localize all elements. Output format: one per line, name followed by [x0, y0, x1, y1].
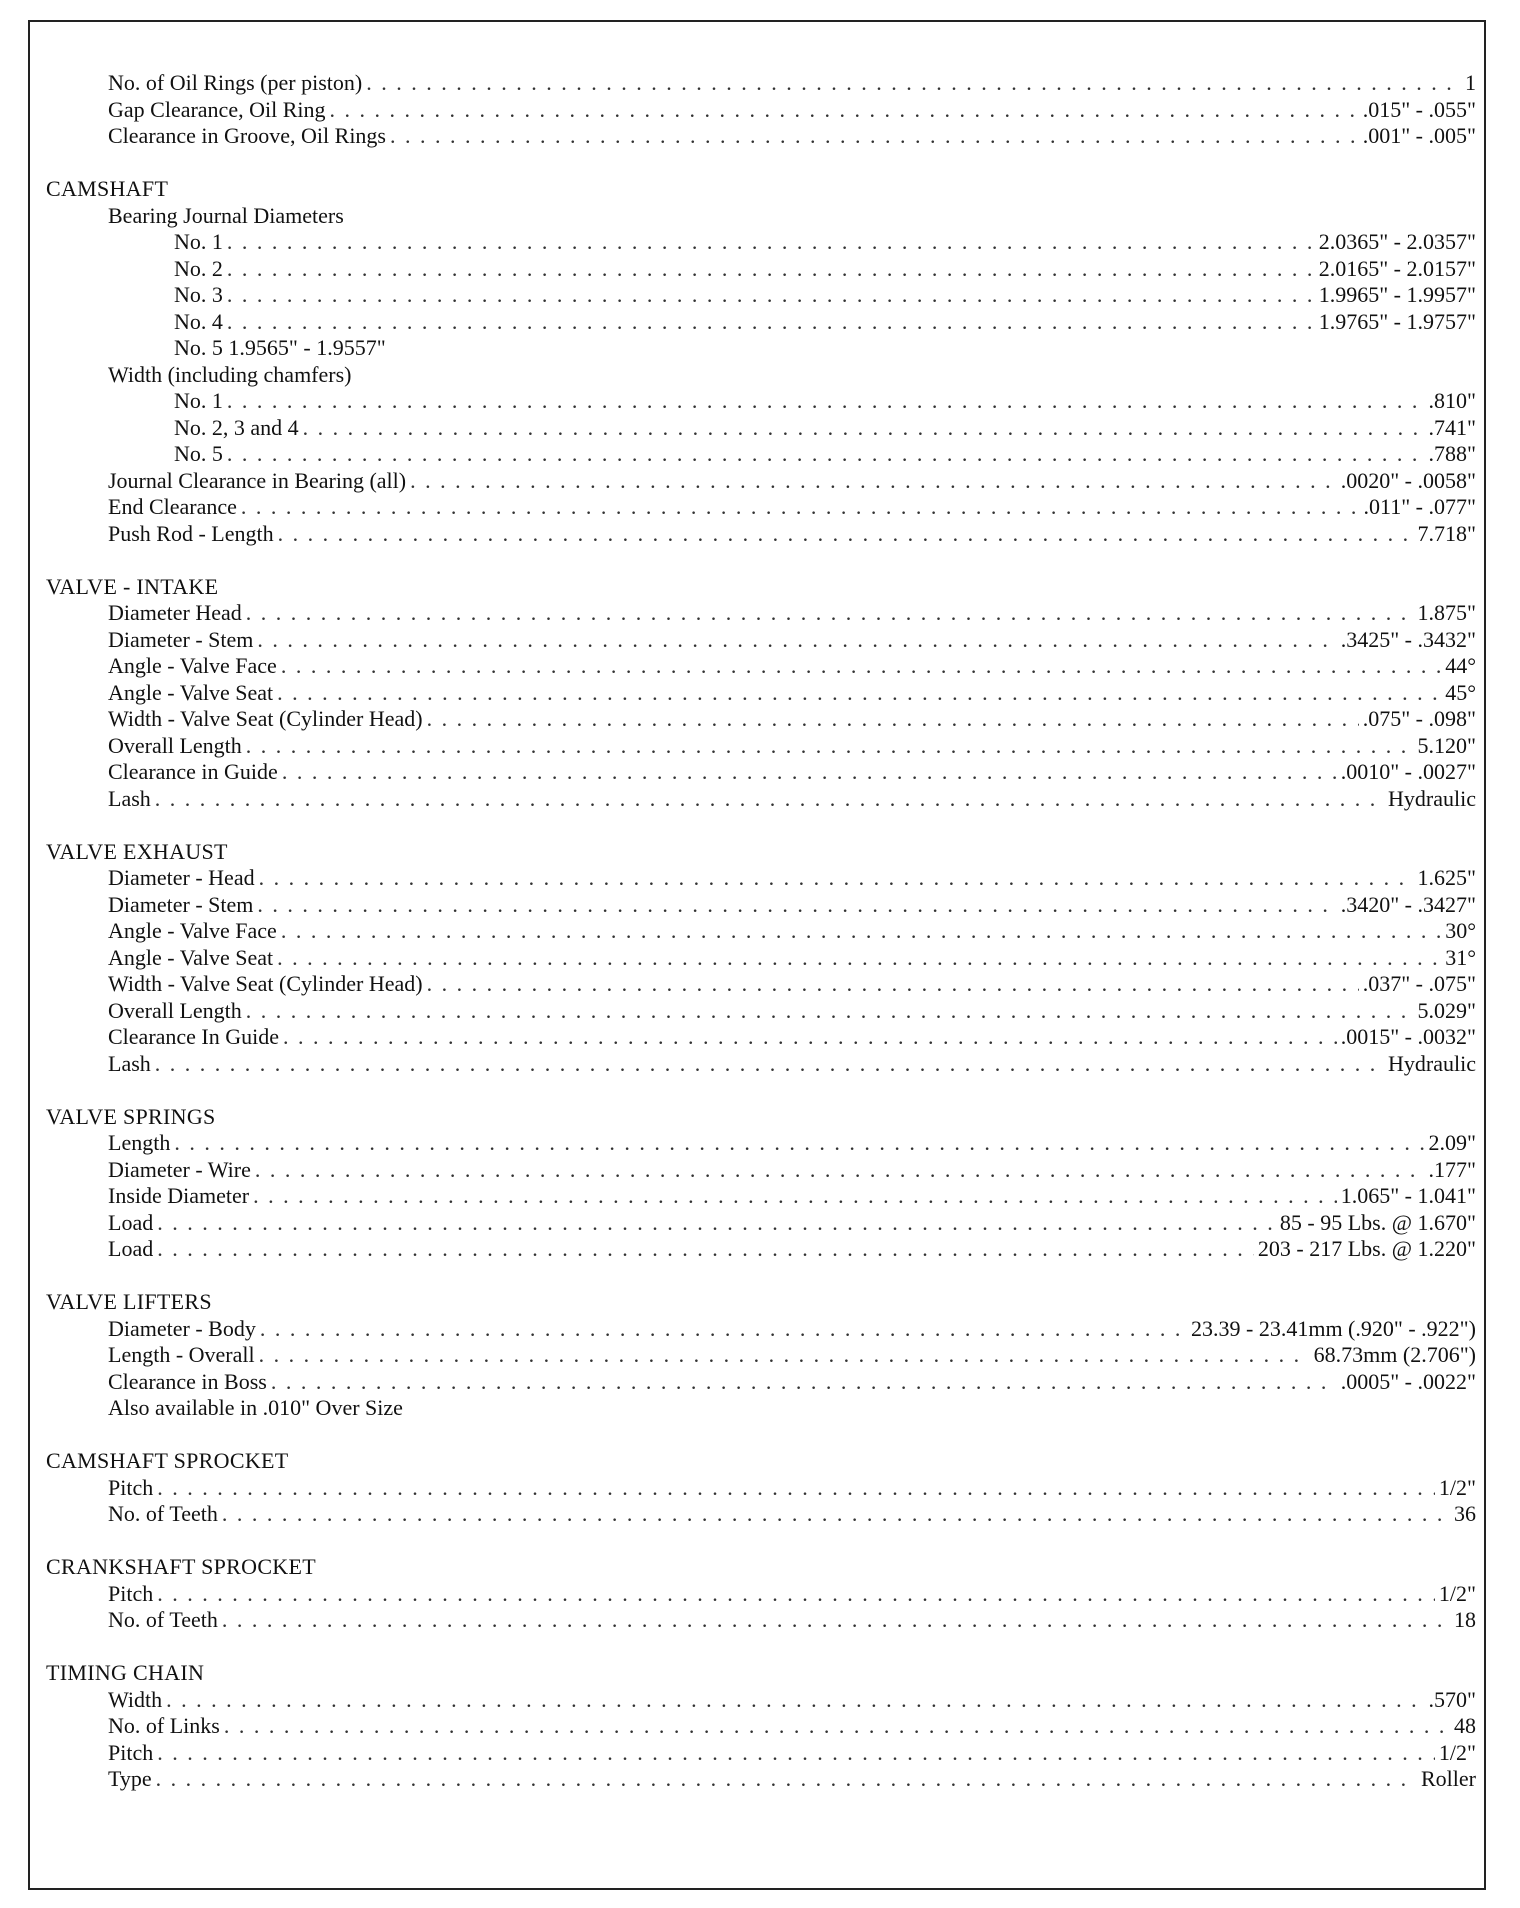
spec-row [46, 1024, 1476, 1051]
spec-label: No. of Teeth [108, 1501, 218, 1526]
spec-label: Diameter - Stem [108, 626, 254, 652]
spec-label: Clearance in Guide [108, 759, 278, 784]
spec-label: Length [108, 1130, 171, 1155]
spec-label: Type [108, 1766, 152, 1791]
spec-row [46, 998, 1476, 1025]
spec-value: 1.9965" - 1.9957" [1318, 282, 1476, 307]
spec-label: Angle - Valve Seat [108, 944, 274, 970]
spec-label: Inside Diameter [108, 1183, 250, 1208]
section-heading: CAMSHAFT [46, 176, 169, 201]
spec-row [46, 441, 1476, 468]
spec-value: 1.065" - 1.041" [1340, 1183, 1476, 1208]
spec-value: 30° [1445, 918, 1476, 943]
spec-label: Diameter - Head [108, 865, 255, 890]
spec-row [46, 1157, 1476, 1184]
section-heading: TIMING CHAIN [46, 1660, 205, 1685]
spec-row [46, 388, 1476, 415]
spec-label: Width - Valve Seat (Cylinder Head) [108, 706, 423, 731]
spec-label: No. 4 [174, 308, 223, 334]
spec-row [46, 1607, 1476, 1634]
spec-value: 44° [1445, 653, 1476, 678]
spec-label: No. 1 [174, 229, 223, 254]
spec-label: Pitch [108, 1739, 154, 1765]
spec-value: 2.0165" - 2.0157" [1318, 255, 1476, 281]
spec-value: 23.39 - 23.41mm (.920" - .922") [1191, 1315, 1476, 1341]
section-heading: VALVE EXHAUST [46, 838, 228, 864]
spec-label: No. 5 [174, 441, 223, 466]
spec-value: 1 [1465, 70, 1476, 95]
section-valve-springs [46, 1104, 1476, 1263]
spec-row [46, 1766, 1476, 1793]
oversize-note: Also available in .010" Over Size [108, 1395, 403, 1420]
spec-value: 5.120" [1417, 732, 1476, 758]
spec-row [46, 680, 1476, 707]
section-crankshaft-sprocket [46, 1554, 1476, 1634]
spec-row [46, 1051, 1476, 1078]
spec-value: .788" [1428, 441, 1476, 466]
spec-value: .0020" - .0058" [1340, 467, 1476, 493]
spec-row [46, 1183, 1476, 1210]
section-camshaft [46, 176, 1476, 547]
spec-value: 68.73mm (2.706") [1313, 1342, 1476, 1367]
spec-label: No. 2 [174, 255, 223, 281]
spec-row [46, 123, 1476, 150]
spec-row [46, 892, 1476, 919]
spec-value: .3425" - .3432" [1340, 626, 1476, 652]
section-timing-chain [46, 1660, 1476, 1793]
section-heading: VALVE LIFTERS [46, 1289, 212, 1314]
spec-value: 31° [1445, 944, 1476, 970]
spec-row [46, 733, 1476, 760]
spec-value: 18 [1454, 1607, 1476, 1632]
spec-row [46, 494, 1476, 521]
spec-row [46, 70, 1476, 97]
section-piston-rings [46, 70, 1476, 150]
spec-label: Lash [108, 785, 151, 811]
spec-label: No. 1 [174, 388, 223, 413]
spec-row [46, 1740, 1476, 1767]
section-heading: VALVE - INTAKE [46, 573, 219, 599]
spec-label: No. of Oil Rings (per piston) [108, 70, 363, 95]
spec-row [46, 1501, 1476, 1528]
spec-label: Angle - Valve Seat [108, 679, 274, 705]
spec-label: Push Rod - Length [108, 520, 274, 546]
spec-row [46, 97, 1476, 124]
spec-value: 85 - 95 Lbs. @ 1.670" [1279, 1209, 1476, 1235]
spec-row [46, 309, 1476, 336]
spec-value: 48 [1454, 1713, 1476, 1738]
spec-row [46, 1130, 1476, 1157]
spec-value: .075" - .098" [1362, 706, 1476, 731]
spec-label: Diameter - Stem [108, 891, 254, 917]
spec-row [46, 945, 1476, 972]
spec-label: Angle - Valve Face [108, 918, 277, 943]
spec-label: Clearance in Boss [108, 1368, 267, 1394]
spec-label: Load [108, 1209, 154, 1235]
spec-label: Diameter - Wire [108, 1156, 251, 1182]
spec-label: Journal Clearance in Bearing (all) [108, 467, 407, 493]
spec-value: 1/2" [1438, 1474, 1476, 1500]
spec-label: Pitch [108, 1474, 154, 1500]
spec-value: 1/2" [1438, 1739, 1476, 1765]
spec-value: 1.9765" - 1.9757" [1318, 308, 1476, 334]
spec-value: 1.625" [1417, 865, 1476, 890]
spec-row [46, 1342, 1476, 1369]
spec-row [46, 1713, 1476, 1740]
spec-value: 2.09" [1428, 1130, 1476, 1155]
spec-value: Hydraulic [1388, 1050, 1476, 1076]
spec-value: Roller [1421, 1766, 1476, 1791]
spec-label: Gap Clearance, Oil Ring [108, 96, 326, 122]
spec-label: No. 2, 3 and 4 [174, 414, 299, 440]
spec-row [46, 600, 1476, 627]
spec-label: End Clearance [108, 494, 237, 519]
spec-value: 5.029" [1417, 997, 1476, 1023]
spec-value: 7.718" [1417, 520, 1476, 546]
section-valve-intake [46, 574, 1476, 813]
spec-value: .001" - .005" [1362, 123, 1476, 148]
spec-label: Pitch [108, 1580, 154, 1606]
spec-row [46, 627, 1476, 654]
spec-row-journal-5: No. 5 1.9565" - 1.9557" [174, 335, 386, 360]
spec-row [46, 282, 1476, 309]
spec-value: 45° [1445, 679, 1476, 705]
spec-row [46, 653, 1476, 680]
spec-label: Width [108, 1686, 163, 1712]
spec-row [46, 1316, 1476, 1343]
spec-label: Angle - Valve Face [108, 653, 277, 678]
spec-label: Length - Overall [108, 1342, 255, 1367]
spec-label: Overall Length [108, 997, 242, 1023]
spec-label: Clearance in Groove, Oil Rings [108, 123, 386, 148]
section-valve-lifters [46, 1289, 1476, 1422]
spec-value: .810" [1428, 388, 1476, 413]
spec-label: Diameter - Body [108, 1315, 256, 1341]
spec-value: .3420" - .3427" [1340, 891, 1476, 917]
spec-value: 1/2" [1438, 1580, 1476, 1606]
spec-row [46, 521, 1476, 548]
spec-row [46, 865, 1476, 892]
spec-row [46, 1369, 1476, 1396]
spec-label: Clearance In Guide [108, 1024, 280, 1049]
spec-label: No. of Teeth [108, 1607, 218, 1632]
spec-value: .570" [1428, 1686, 1476, 1712]
spec-label: No. 3 [174, 282, 223, 307]
spec-value: .015" - .055" [1362, 96, 1476, 122]
spec-value: 2.0365" - 2.0357" [1318, 229, 1476, 254]
spec-row [46, 229, 1476, 256]
spec-label: No. of Links [108, 1713, 220, 1738]
spec-value: Hydraulic [1388, 785, 1476, 811]
spec-row [46, 918, 1476, 945]
spec-row [46, 1210, 1476, 1237]
spec-row [46, 786, 1476, 813]
subheading: Width (including chamfers) [108, 361, 352, 387]
spec-row [46, 1236, 1476, 1263]
subheading: Bearing Journal Diameters [108, 202, 344, 228]
spec-value: .0015" - .0032" [1340, 1024, 1476, 1049]
spec-row [46, 256, 1476, 283]
section-heading: CAMSHAFT SPROCKET [46, 1448, 289, 1473]
spec-value: .037" - .075" [1362, 971, 1476, 996]
section-heading: VALVE SPRINGS [46, 1103, 216, 1129]
spec-row [46, 1475, 1476, 1502]
section-valve-exhaust [46, 839, 1476, 1078]
spec-value: .741" [1428, 414, 1476, 440]
spec-value: 36 [1454, 1501, 1476, 1526]
spec-label: Overall Length [108, 732, 242, 758]
section-camshaft-sprocket [46, 1448, 1476, 1528]
spec-label: Lash [108, 1050, 151, 1076]
spec-label: Width - Valve Seat (Cylinder Head) [108, 971, 423, 996]
spec-row [46, 971, 1476, 998]
spec-document [46, 70, 1476, 1819]
spec-value: .0005" - .0022" [1340, 1368, 1476, 1394]
spec-row [46, 415, 1476, 442]
spec-label: Load [108, 1236, 154, 1261]
section-heading: CRANKSHAFT SPROCKET [46, 1554, 316, 1579]
spec-value: 1.875" [1417, 600, 1476, 625]
spec-row [46, 1581, 1476, 1608]
spec-label: Diameter Head [108, 600, 242, 625]
spec-row [46, 759, 1476, 786]
spec-row [46, 468, 1476, 495]
spec-row [46, 706, 1476, 733]
spec-value: .177" [1428, 1156, 1476, 1182]
spec-value: .011" - .077" [1363, 494, 1476, 519]
spec-value: .0010" - .0027" [1340, 759, 1476, 784]
spec-row [46, 1687, 1476, 1714]
spec-value: 203 - 217 Lbs. @ 1.220" [1257, 1236, 1476, 1261]
